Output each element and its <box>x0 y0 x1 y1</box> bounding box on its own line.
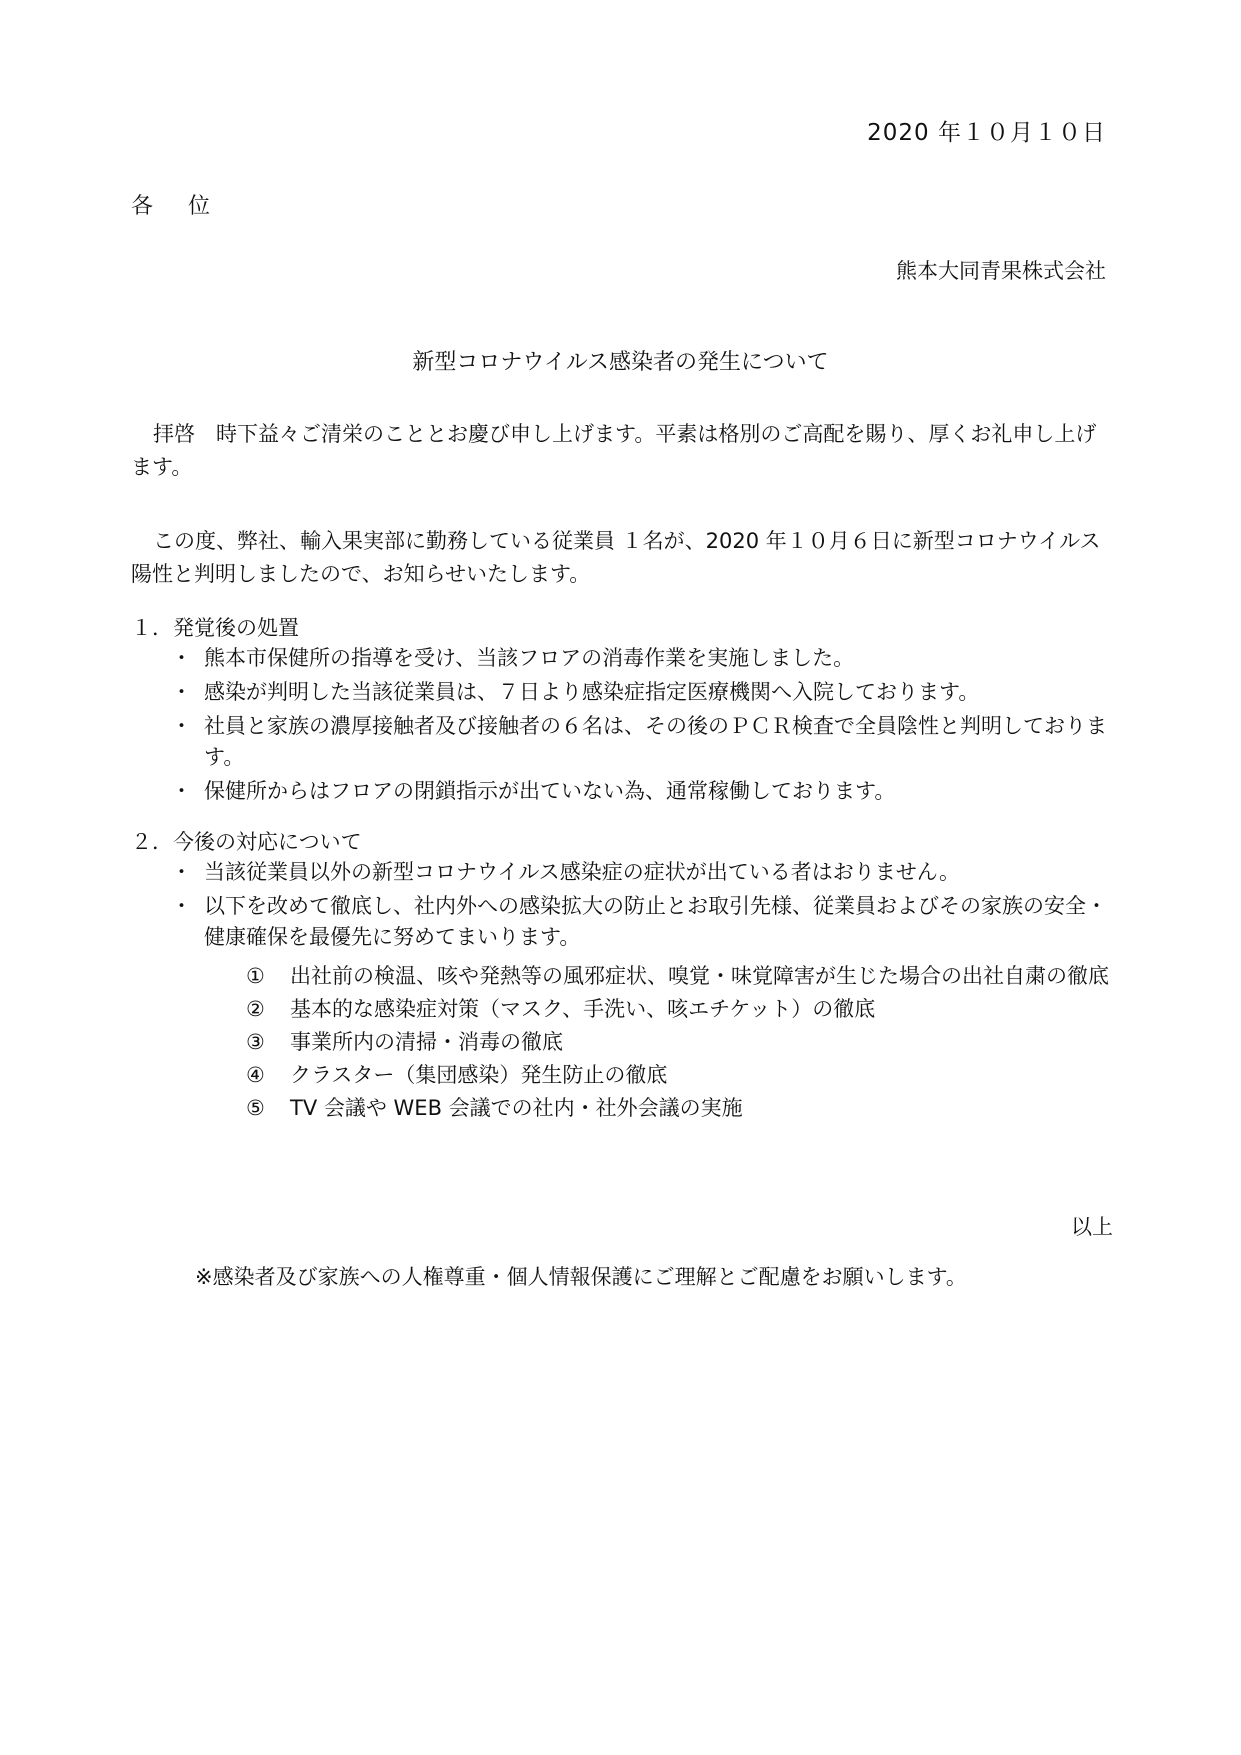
company-name: 熊本大同青果株式会社 <box>896 259 1106 283</box>
bullet-marker: ・ <box>171 714 192 738</box>
section-heading-future-measures: ２．今後の対応について <box>131 830 362 854</box>
numbered-item-text: 出社前の検温、咳や発熱等の風邪症状、嗅覚・味覚障害が生じた場合の出社自粛の徹底 <box>290 964 1109 988</box>
bullet-marker: ・ <box>171 646 192 670</box>
document-title: 新型コロナウイルス感染者の発生について <box>412 350 829 375</box>
list-item-text: 保健所からはフロアの閉鎖指示が出ていない為、通常稼働しております。 <box>204 779 896 803</box>
recipient-line: 各 位 <box>131 194 224 219</box>
list-item-text: 熊本市保健所の指導を受け、当該フロアの消毒作業を実施しました。 <box>204 646 855 670</box>
list-item <box>131 711 1121 773</box>
list-item <box>131 677 1121 708</box>
numbered-item <box>246 1060 1126 1091</box>
greeting-paragraph: 拝啓 時下益々ご清栄のこととお慶び申し上げます。平素は格別のご高配を賜り、厚くお礼申し上げます。 <box>131 422 1097 479</box>
circled-number-4: ④ <box>246 1063 265 1087</box>
circled-number-1: ① <box>246 964 265 988</box>
announcement-paragraph: この度、弊社、輸入果実部に勤務している従業員 １名が、2020 年１０月６日に新型コロナウイルス陽性と判明しましたので、お知らせいたします。 <box>131 529 1101 586</box>
list-item <box>131 776 1121 807</box>
bullet-marker: ・ <box>171 779 192 803</box>
closing-remark: 以上 <box>1071 1215 1113 1239</box>
list-item-text: 当該従業員以外の新型コロナウイルス感染症の症状が出ている者はおりません。 <box>204 860 960 884</box>
numbered-item <box>246 961 1126 992</box>
measures-bullet-list <box>131 857 1121 956</box>
numbered-item <box>246 1093 1126 1124</box>
list-item-text: 以下を改めて徹底し、社内外への感染拡大の防止とお取引先様、従業員およびその家族の安全・健康確保を最優先に努めてまいります。 <box>204 894 1107 949</box>
bullet-marker: ・ <box>171 860 192 884</box>
document-date: 2020 年１０月１０日 <box>867 120 1106 146</box>
numbered-item-text: クラスター（集団感染）発生防止の徹底 <box>290 1063 668 1087</box>
list-item <box>131 857 1121 888</box>
bullet-marker: ・ <box>171 680 192 704</box>
privacy-note: ※感染者及び家族への人権尊重・個人情報保護にご理解とご配慮をお願いします。 <box>195 1265 967 1289</box>
list-item-text: 社員と家族の濃厚接触者及び接触者の６名は、その後のＰＣＲ検査で全員陰性と判明しております。 <box>204 714 1107 769</box>
list-item <box>131 643 1121 674</box>
list-item <box>131 891 1121 953</box>
circled-number-2: ② <box>246 997 265 1021</box>
numbered-item-text: 事業所内の清掃・消毒の徹底 <box>290 1030 563 1054</box>
numbered-item <box>246 1027 1126 1058</box>
section-heading-response: １．発覚後の処置 <box>131 616 299 640</box>
circled-number-5: ⑤ <box>246 1096 265 1120</box>
circled-number-3: ③ <box>246 1030 265 1054</box>
numbered-item-text: 基本的な感染症対策（マスク、手洗い、咳エチケット）の徹底 <box>290 997 876 1021</box>
numbered-item-text: TV 会議や WEB 会議での社内・社外会議の実施 <box>290 1096 743 1120</box>
numbered-item <box>246 994 1126 1025</box>
bullet-marker: ・ <box>171 894 192 918</box>
list-item-text: 感染が判明した当該従業員は、７日より感染症指定医療機関へ入院しております。 <box>204 680 980 704</box>
measures-numbered-list <box>246 961 1126 1126</box>
response-bullet-list <box>131 643 1121 810</box>
